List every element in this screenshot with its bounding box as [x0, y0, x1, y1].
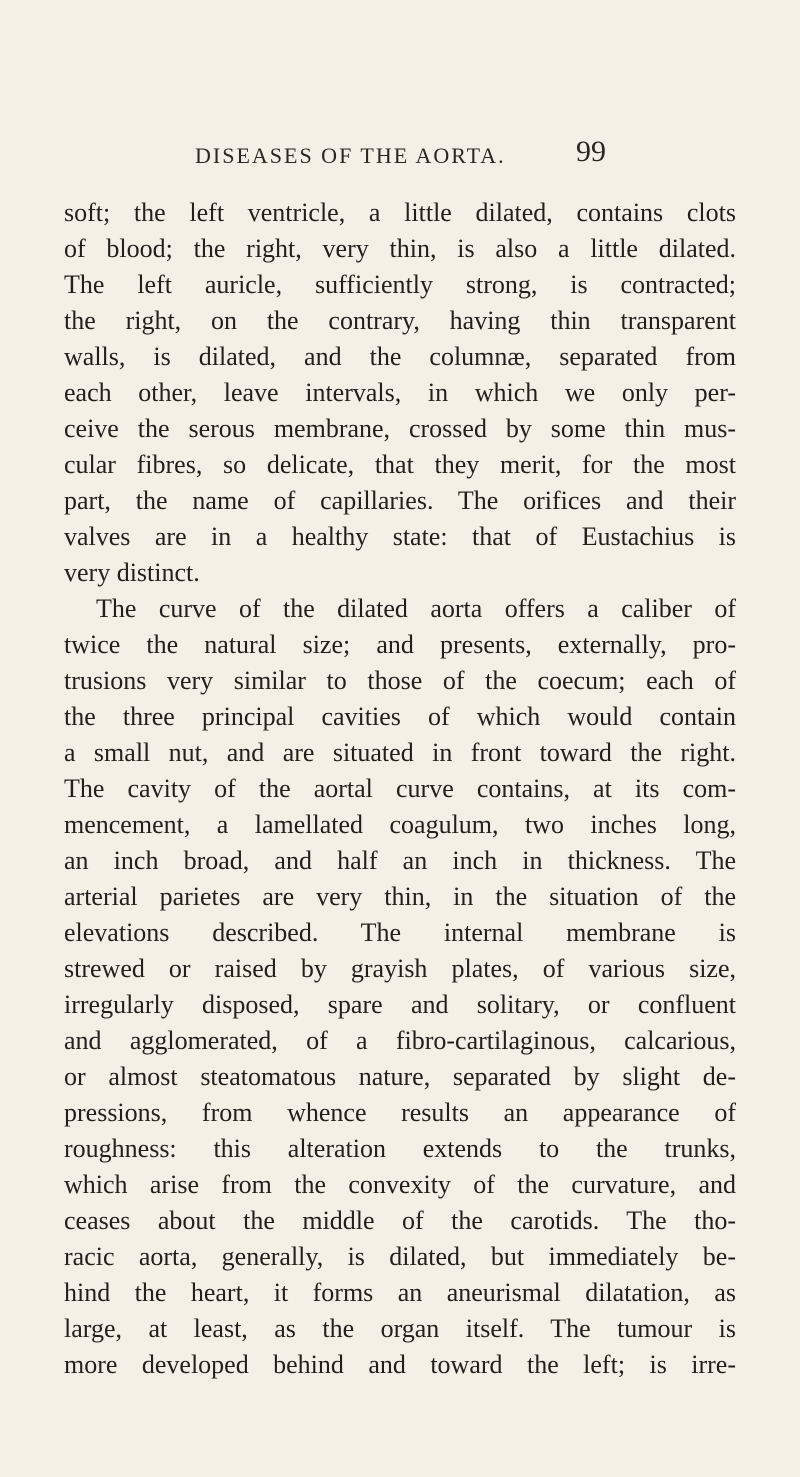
text-line: the right, on the contrary, having thin transparent	[64, 306, 736, 335]
text-line: or almost steatomatous nature, separated by slight de-	[64, 1062, 736, 1091]
text-line: large, at least, as the organ itself. The tumour is	[64, 1314, 736, 1343]
text-line: twice the natural size; and presents, externally, pro-	[64, 630, 736, 659]
text-line: roughness: this alteration extends to the trunks,	[64, 1134, 736, 1163]
text-line: each other, leave intervals, in which we only per-	[64, 378, 736, 407]
text-line: The cavity of the aortal curve contains, at its com-	[64, 774, 736, 803]
text-line: the three principal cavities of which would contain	[64, 702, 736, 731]
text-line: cular fibres, so delicate, that they merit, for the most	[64, 450, 736, 479]
text-line: soft; the left ventricle, a little dilated, contains clots	[64, 198, 736, 227]
text-line: The left auricle, sufficiently strong, is contracted;	[64, 270, 736, 299]
text-line: pressions, from whence results an appearance of	[64, 1098, 736, 1127]
text-line: and agglomerated, of a fibro-cartilaginous, calcarious,	[64, 1026, 736, 1055]
running-title: DISEASES OF THE AORTA.	[195, 143, 506, 168]
text-line: arterial parietes are very thin, in the situation of the	[64, 882, 736, 911]
text-line: racic aorta, generally, is dilated, but immediately be-	[64, 1242, 736, 1271]
text-line: ceive the serous membrane, crossed by some thin mus-	[64, 414, 736, 443]
text-line: hind the heart, it forms an aneurismal dilatation, as	[64, 1278, 736, 1307]
text-line: which arise from the convexity of the curvature, and	[64, 1170, 736, 1199]
text-line: The curve of the dilated aorta offers a caliber of	[96, 594, 736, 623]
text-line: valves are in a healthy state: that of Eustachius is	[64, 522, 736, 551]
text-line: part, the name of capillaries. The orifices and their	[64, 486, 736, 515]
text-line: elevations described. The internal membrane is	[64, 918, 736, 947]
page-number: 99	[576, 135, 606, 168]
text-line: strewed or raised by grayish plates, of various size,	[64, 954, 736, 983]
text-line: trusions very similar to those of the coecum; each of	[64, 666, 736, 695]
text-line: an inch broad, and half an inch in thickness. The	[64, 846, 736, 875]
text-line: more developed behind and toward the left; is irre-	[64, 1350, 736, 1379]
text-line: irregularly disposed, spare and solitary, or confluent	[64, 990, 736, 1019]
text-line: a small nut, and are situated in front toward the right.	[64, 738, 736, 767]
text-line: mencement, a lamellated coagulum, two inches long,	[64, 810, 736, 839]
running-head	[0, 135, 800, 183]
text-line: very distinct.	[64, 558, 200, 587]
text-line: ceases about the middle of the carotids. The tho-	[64, 1206, 736, 1235]
text-line: walls, is dilated, and the columnæ, separated from	[64, 342, 736, 371]
text-line: of blood; the right, very thin, is also a little dilated.	[64, 234, 736, 263]
